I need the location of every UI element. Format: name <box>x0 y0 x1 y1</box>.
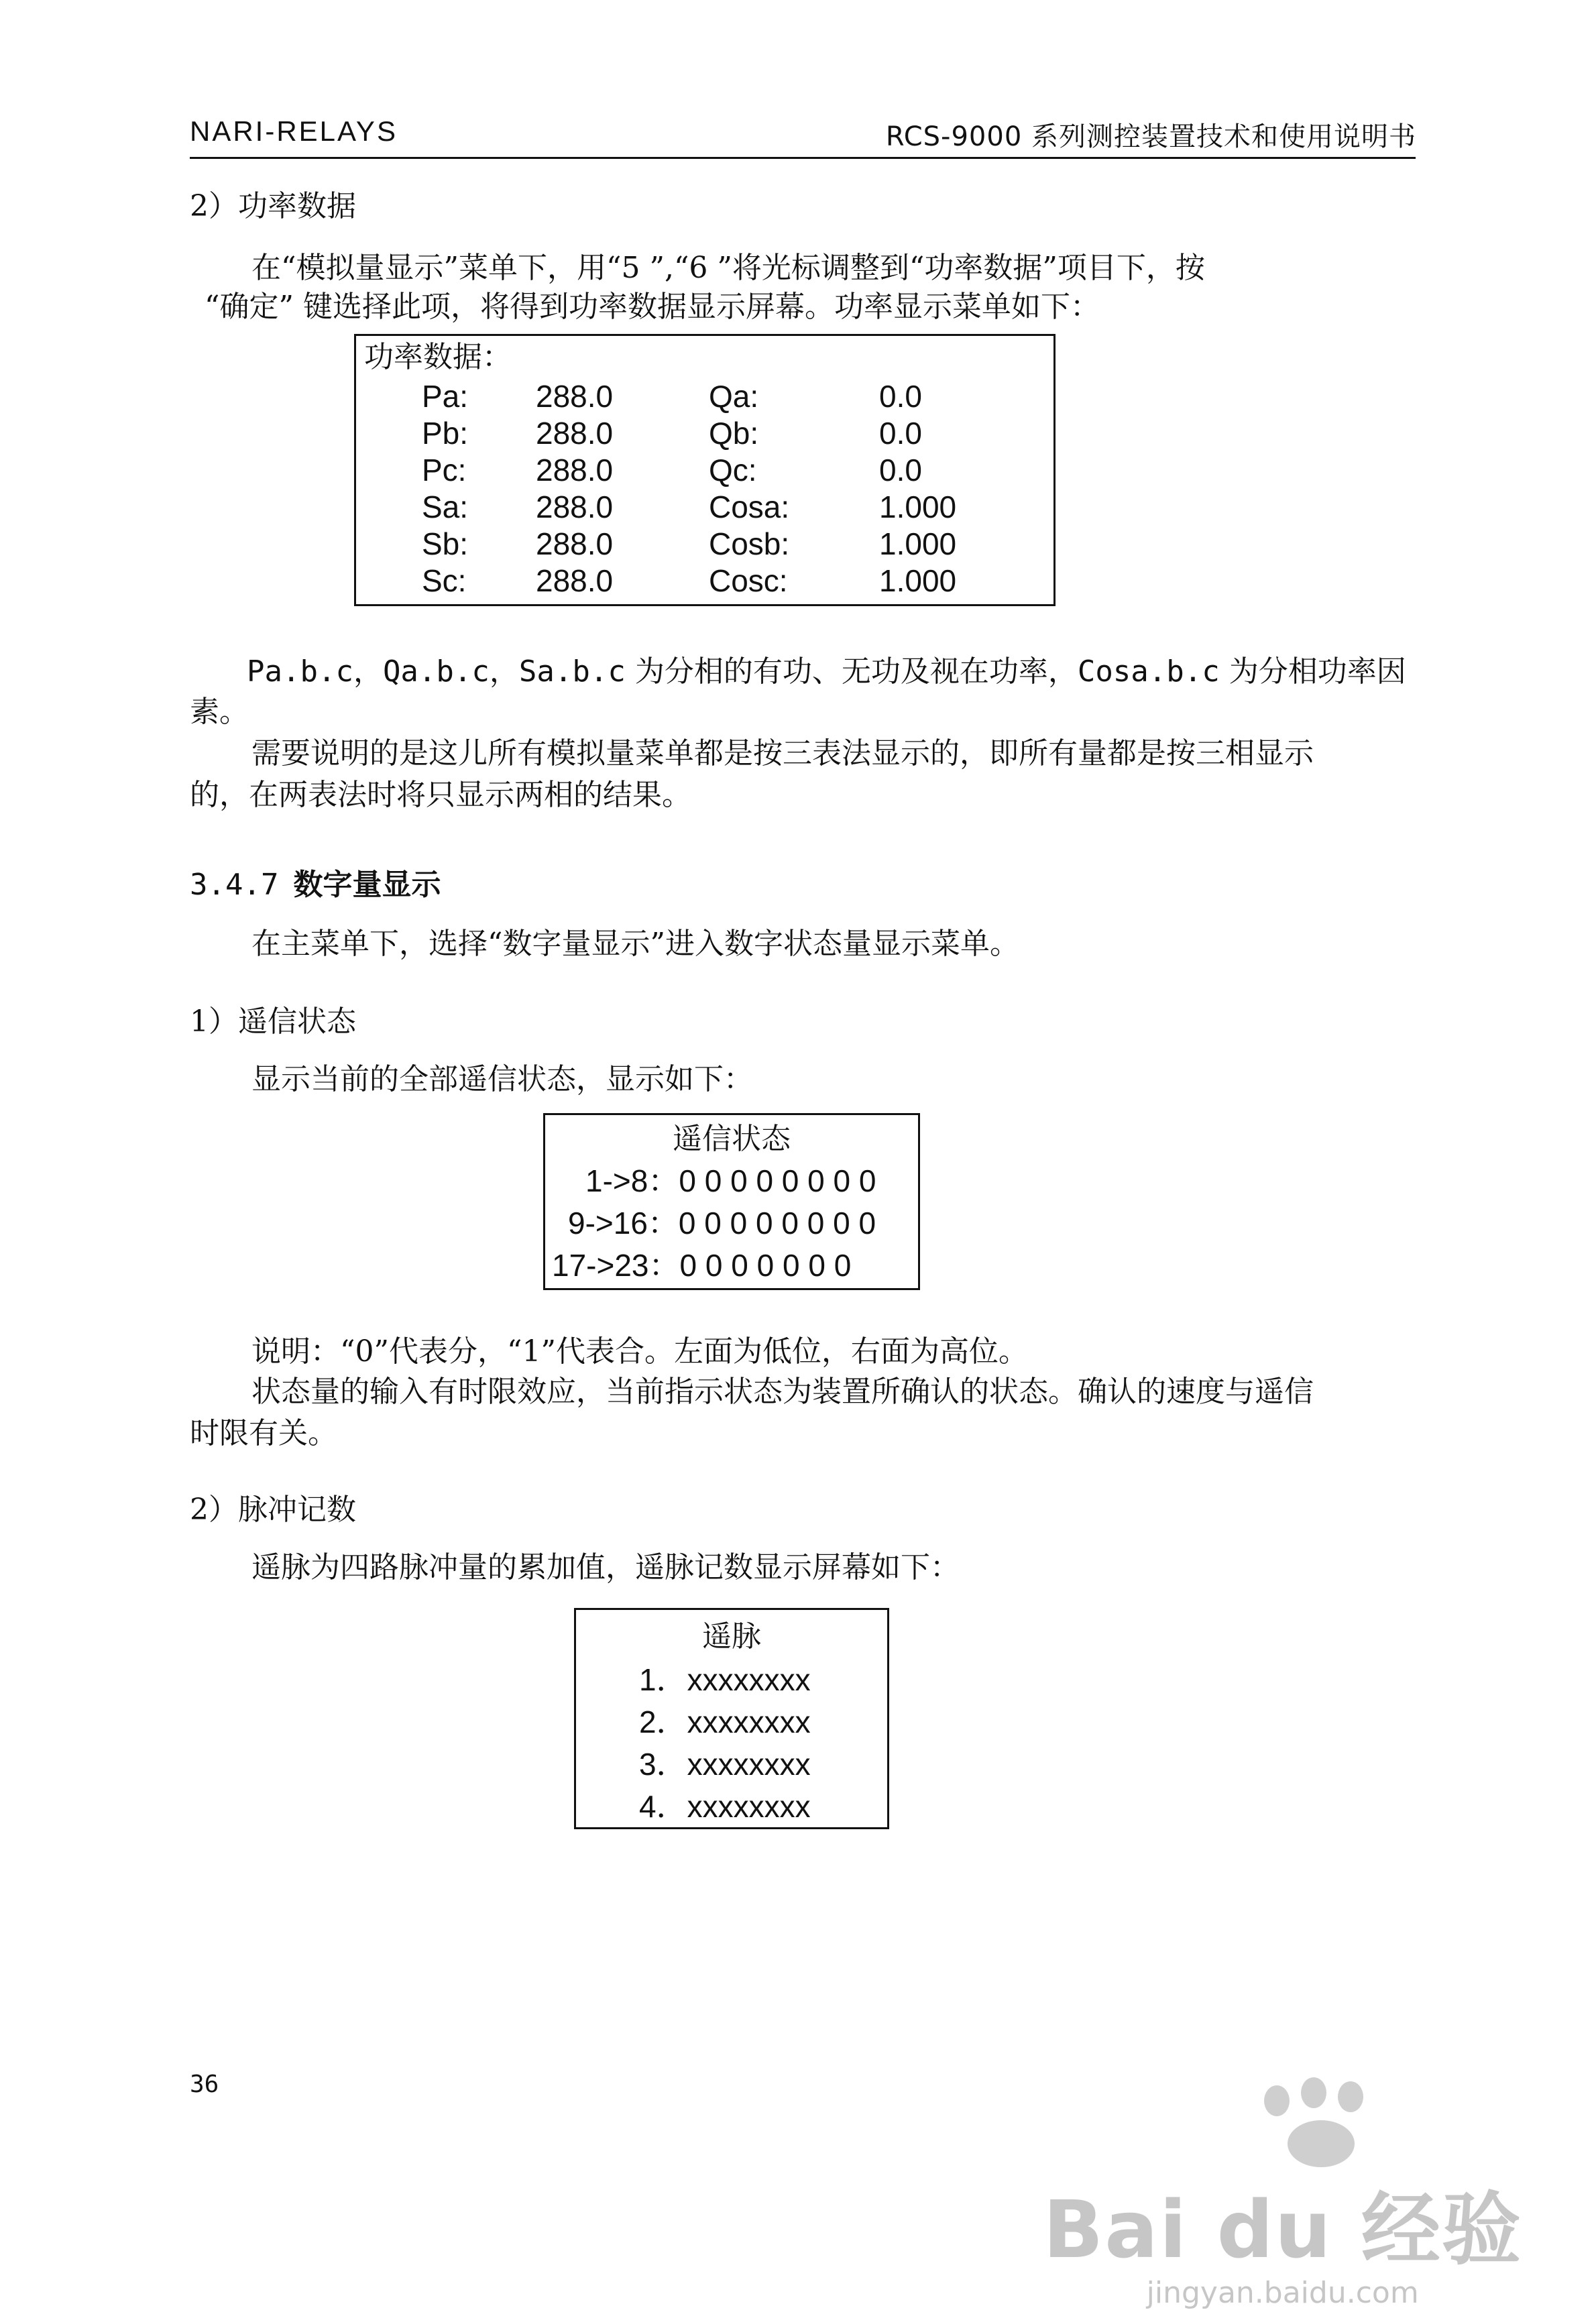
power-label: Pc: <box>422 453 467 487</box>
power-value: 288.0 <box>536 563 614 598</box>
subsection-title-pulse: 2）脉冲记数 <box>190 1493 356 1527</box>
power-value: 0.0 <box>879 379 922 414</box>
watermark-brand: Bai du 经验 <box>1043 2183 1522 2276</box>
power-label: Cosa: <box>709 489 790 524</box>
header-left: NARI-RELAYS <box>190 115 398 147</box>
pulse-row: 4．xxxxxxxx <box>639 1789 811 1824</box>
telesignal-screen <box>543 1113 920 1290</box>
section-heading-digital: 3.4.7 数字量显示 <box>190 868 441 902</box>
paragraph-explain-1: 说明：“0”代表分，“1”代表合。左面为低位，右面为高位。 <box>251 1334 1028 1369</box>
power-value: 0.0 <box>879 416 922 451</box>
header-rule <box>190 157 1416 159</box>
power-label: Qb: <box>709 416 759 451</box>
paragraph-note-1: 需要说明的是这儿所有模拟量菜单都是按三表法显示的，即所有量都是按三相显示 <box>251 736 1314 770</box>
header-right: RCS-9000 系列测控装置技术和使用说明书 <box>885 121 1416 152</box>
page-number: 36 <box>190 2071 219 2098</box>
power-value: 288.0 <box>536 526 614 561</box>
power-value: 1.000 <box>879 563 957 598</box>
paragraph-pulse-intro: 遥脉为四路脉冲量的累加值，遥脉记数显示屏幕如下： <box>251 1550 960 1584</box>
telesignal-screen-title: 遥信状态 <box>673 1122 791 1156</box>
power-value: 288.0 <box>536 453 614 487</box>
paw-icon <box>1043 2085 1522 2166</box>
power-label: Qa: <box>709 379 759 414</box>
power-label: Pa: <box>422 379 469 414</box>
paragraph-telesignal-intro: 显示当前的全部遥信状态，显示如下： <box>251 1062 753 1096</box>
power-data-screen <box>354 334 1056 606</box>
pulse-screen-title: 遥脉 <box>702 1619 761 1654</box>
power-label: Sb: <box>422 526 469 561</box>
subsection-title-telesignal: 1）遥信状态 <box>190 1004 356 1039</box>
paragraph-power-explain-1: Pa.b.c，Qa.b.c，Sa.b.c 为分相的有功、无功及视在功率，Cosa.b.c 为分相功率因 <box>247 654 1406 689</box>
power-value: 1.000 <box>879 526 957 561</box>
pulse-row: 1．xxxxxxxx <box>639 1662 811 1697</box>
power-value: 288.0 <box>536 416 614 451</box>
watermark-url: jingyan.baidu.com <box>1146 2276 1419 2310</box>
power-label: Sa: <box>422 489 469 524</box>
power-screen-title: 功率数据： <box>364 340 512 374</box>
paragraph-explain-3: 时限有关。 <box>190 1416 337 1450</box>
power-label: Sc: <box>422 563 467 598</box>
paragraph-power-intro-2: “确定” 键选择此项，将得到功率数据显示屏幕。功率显示菜单如下： <box>205 290 1100 324</box>
telesignal-row: 1->8：0 0 0 0 0 0 0 0 <box>585 1163 876 1198</box>
power-label: Cosb: <box>709 526 790 561</box>
power-label: Cosc: <box>709 563 788 598</box>
pulse-count-screen <box>574 1608 889 1829</box>
power-value: 0.0 <box>879 453 922 487</box>
paragraph-power-intro-1: 在“模拟量显示”菜单下，用“5 ”,“6 ”将光标调整到“功率数据”项目下，按 <box>251 251 1205 285</box>
telesignal-row: 17->23：0 0 0 0 0 0 0 <box>552 1248 852 1283</box>
watermark <box>1043 2085 1522 2310</box>
power-value: 288.0 <box>536 489 614 524</box>
power-value: 1.000 <box>879 489 957 524</box>
pulse-row: 3．xxxxxxxx <box>639 1747 811 1782</box>
power-label: Qc: <box>709 453 757 487</box>
subsection-title-power: 2）功率数据 <box>190 189 356 223</box>
power-label: Pb: <box>422 416 469 451</box>
power-value: 288.0 <box>536 379 614 414</box>
paragraph-explain-2: 状态量的输入有时限效应，当前指示状态为装置所确认的状态。确认的速度与遥信 <box>251 1375 1314 1409</box>
telesignal-row: 9->16：0 0 0 0 0 0 0 0 <box>568 1206 876 1240</box>
pulse-row: 2．xxxxxxxx <box>639 1705 811 1739</box>
paragraph-note-2: 的，在两表法时将只显示两相的结果。 <box>190 778 691 812</box>
paragraph-digital-intro: 在主菜单下，选择“数字量显示”进入数字状态量显示菜单。 <box>251 927 1019 961</box>
paragraph-power-explain-2: 素。 <box>190 695 249 729</box>
